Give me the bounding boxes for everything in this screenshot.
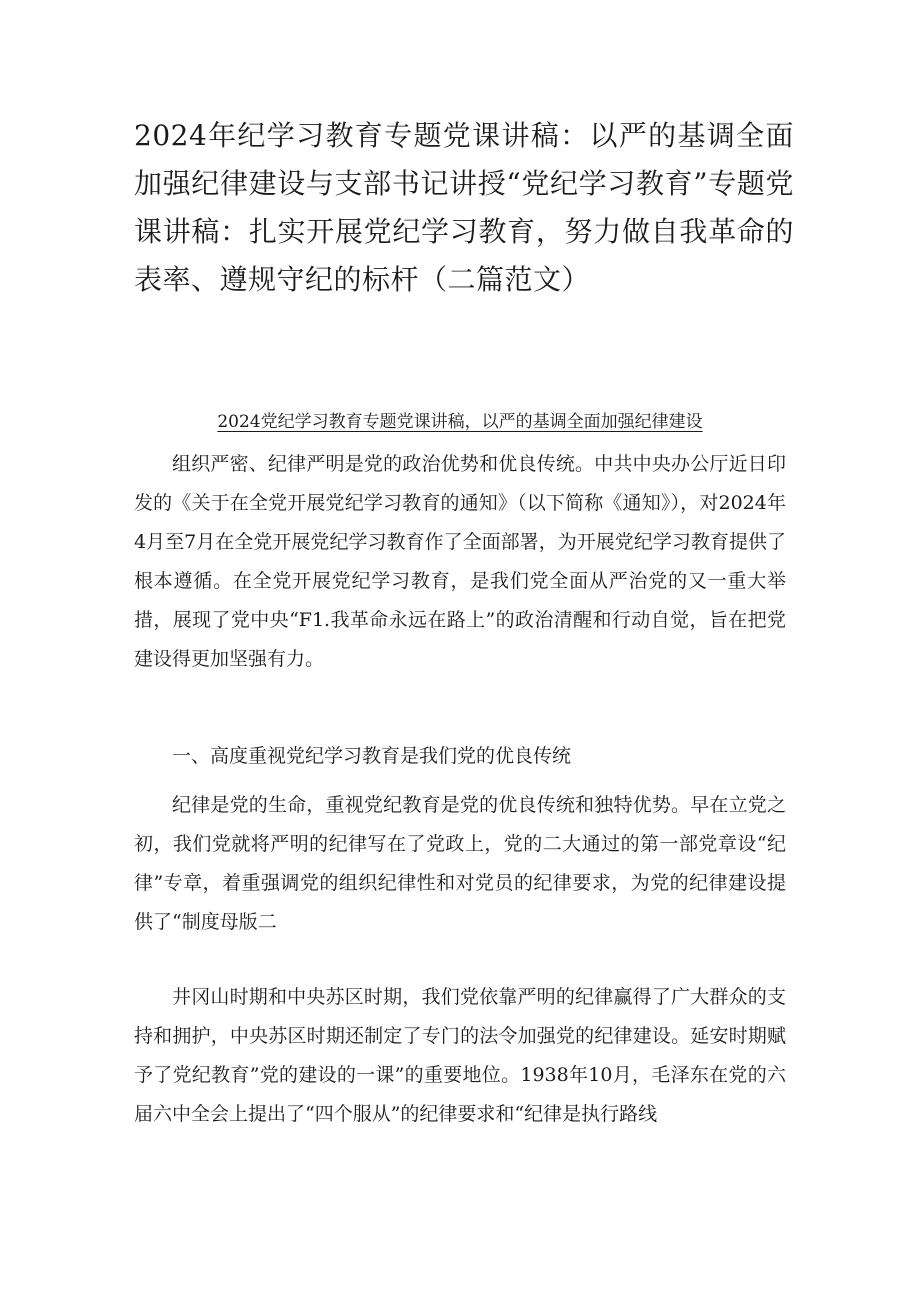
document-main-title: 2024年纪学习教育专题党课讲稿：以严的基调全面加强纪律建设与支部书记讲授“党纪学习教育”专题党课讲稿：扎实开展党纪学习教育，努力做自我革命的表率、遵规守纪的标杆（二篇范文）: [134, 119, 794, 296]
section-title: 2024党纪学习教育专题党课讲稿，以严的基调全面加强纪律建设: [217, 412, 703, 432]
body-paragraph: 组织严密、纪律严明是党的政治优势和优良传统。中共中央办公厅近日印发的《关于在全党开展党纪学习教育的通知》（以下简称《通知》），对2024年4月至7月在全党开展党纪学习教育作了全面部署，为开展党纪学习教育提供了根本遵循。在全党开展党纪学习教育，是我们党全面从严治党的又一重大举措，展现了党中央“F1.我革命永远在路上”的政治清醒和行动自觉，旨在把党建设得更加坚强有力。: [134, 453, 786, 670]
body-paragraph: 纪律是党的生命，重视党纪教育是党的优良传统和独特优势。早在立党之初，我们党就将严明的纪律写在了党政上，党的二大通过的第一部党章设“纪律”专章，着重强调党的组织纪律性和对党员的纪律要求，为党的纪律建设提供了“制度母版二: [134, 794, 786, 933]
body-paragraph: 井冈山时期和中央苏区时期，我们党依靠严明的纪律赢得了广大群众的支持和拥护，中央苏区时期还制定了专门的法令加强党的纪律建设。延安时期赋予了党纪教育”党的建设的一课”的重要地位。1938年10月，毛泽东在党的六届六中全会上提出了“四个服从”的纪律要求和“纪律是执行路线: [134, 986, 786, 1125]
section-heading: 一、高度重视党纪学习教育是我们党的优良传统: [172, 745, 572, 767]
